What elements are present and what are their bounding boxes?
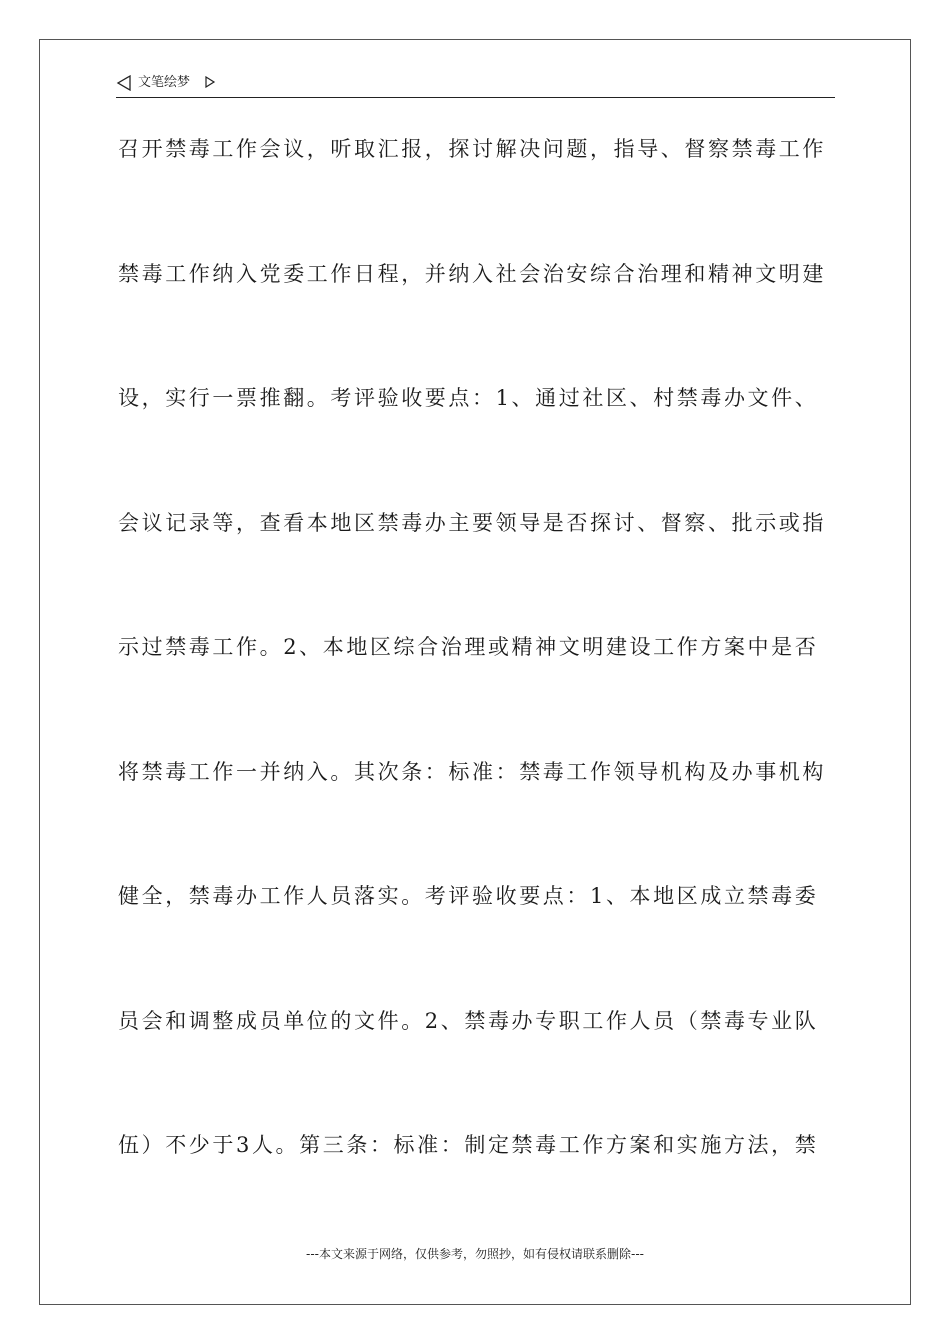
body-line: 会议记录等，查看本地区禁毒办主要领导是否探讨、督察、批示或指 — [118, 510, 826, 535]
document-body — [118, 124, 838, 1245]
header-title: 文笔绘梦 — [138, 75, 191, 90]
footer-disclaimer: ---本文来源于网络，仅供参考，勿照抄，如有侵权请联系删除--- — [306, 1247, 644, 1261]
page-header — [116, 72, 835, 98]
body-line: 禁毒工作纳入党委工作日程，并纳入社会治安综合治理和精神文明建 — [118, 261, 826, 286]
triangle-left-icon — [116, 75, 132, 91]
body-line: 召开禁毒工作会议，听取汇报，探讨解决问题，指导、督察禁毒工作 — [118, 137, 826, 161]
body-line: 设，实行一票推翻。考评验收要点：1、通过社区、村禁毒办文件、 — [118, 386, 819, 410]
body-line: 员会和调整成员单位的文件。2、禁毒办专职工作人员（禁毒专业队 — [118, 1008, 819, 1033]
triangle-right-icon — [204, 76, 216, 88]
body-line: 伍）不少于3人。第三条：标准：制定禁毒工作方案和实施方法，禁 — [118, 1133, 819, 1157]
body-line: 健全，禁毒办工作人员落实。考评验收要点：1、本地区成立禁毒委 — [118, 884, 819, 908]
body-line: 将禁毒工作一并纳入。其次条：标准：禁毒工作领导机构及办事机构 — [118, 759, 826, 784]
body-line: 示过禁毒工作。2、本地区综合治理或精神文明建设工作方案中是否 — [118, 635, 819, 659]
